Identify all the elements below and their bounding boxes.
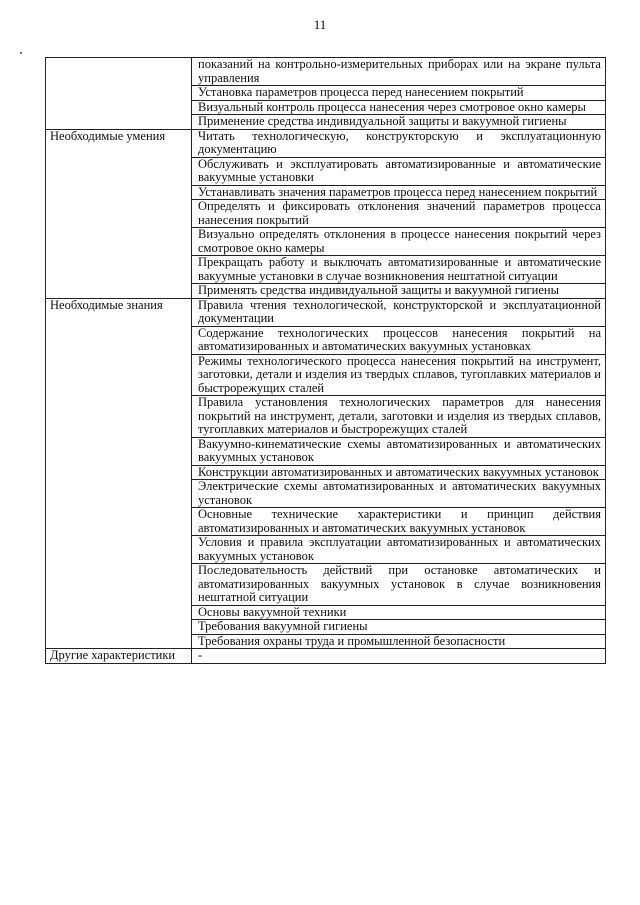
continuation-label-cell: [46, 58, 192, 130]
knowledge-item: Конструкции автоматизированных и автоматических вакуумных установок: [192, 465, 606, 480]
knowledge-item: Требования вакуумной гигиены: [192, 620, 606, 635]
action-item: Визуальный контроль процесса нанесения через смотровое окно камеры: [192, 100, 606, 115]
knowledge-item: Режимы технологического процесса нанесения покрытий на инструмент, заготовки, детали и изделия из твердых сплавов, тугоплавких материалов и быстрорежущих сталей: [192, 354, 606, 396]
table-row: [46, 129, 606, 157]
action-item: Применение средства индивидуальной защиты и вакуумной гигиены: [192, 115, 606, 130]
action-item: Установка параметров процесса перед нанесением покрытий: [192, 86, 606, 101]
skill-item: Определять и фиксировать отклонения значений параметров процесса нанесения покрытий: [192, 200, 606, 228]
table-row: [46, 649, 606, 664]
knowledge-item: Электрические схемы автоматизированных и автоматических вакуумных установок: [192, 480, 606, 508]
skill-item: Применять средства индивидуальной защиты и вакуумной гигиены: [192, 284, 606, 299]
skills-label: Необходимые умения: [46, 129, 192, 298]
skill-item: Прекращать работу и выключать автоматизированные и автоматические вакуумные установки в случае возникновения нештатной ситуации: [192, 256, 606, 284]
scan-speck: [20, 52, 22, 54]
skill-item: Обслуживать и эксплуатировать автоматизированные и автоматические вакуумные установки: [192, 157, 606, 185]
knowledge-item: Требования охраны труда и промышленной безопасности: [192, 634, 606, 649]
labor-function-table: [45, 57, 606, 664]
knowledge-item: Основные технические характеристики и принцип действия автоматизированных и автоматических вакуумных установок: [192, 508, 606, 536]
other-characteristics-value: -: [192, 649, 606, 664]
skill-item: Устанавливать значения параметров процесса перед нанесением покрытий: [192, 185, 606, 200]
knowledge-item: Правила установления технологических параметров для нанесения покрытий на инструмент, детали, заготовки и изделия из твердых сплавов, тугоплавких материалов и быстрорежущих сталей: [192, 396, 606, 438]
other-characteristics-label: Другие характеристики: [46, 649, 192, 664]
table-row: [46, 58, 606, 86]
knowledge-item: Последовательность действий при остановке автоматических и автоматизированных вакуумных установок в случае возникновения нештатной ситуации: [192, 564, 606, 606]
knowledge-item: Правила чтения технологической, конструкторской и эксплуатационной документации: [192, 298, 606, 326]
skill-item: Читать технологическую, конструкторскую и эксплуатационную документацию: [192, 129, 606, 157]
knowledge-item: Условия и правила эксплуатации автоматизированных и автоматических вакуумных установок: [192, 536, 606, 564]
knowledge-item: Вакуумно-кинематические схемы автоматизированных и автоматических вакуумных установок: [192, 437, 606, 465]
knowledge-item: Основы вакуумной техники: [192, 605, 606, 620]
knowledge-label: Необходимые знания: [46, 298, 192, 649]
table-row: [46, 298, 606, 326]
action-item: показаний на контрольно-измерительных приборах или на экране пульта управления: [192, 58, 606, 86]
knowledge-item: Содержание технологических процессов нанесения покрытий на автоматизированных и автоматических вакуумных установках: [192, 326, 606, 354]
skill-item: Визуально определять отклонения в процессе нанесения покрытий через смотровое окно камеры: [192, 228, 606, 256]
page-number: 11: [313, 17, 327, 32]
